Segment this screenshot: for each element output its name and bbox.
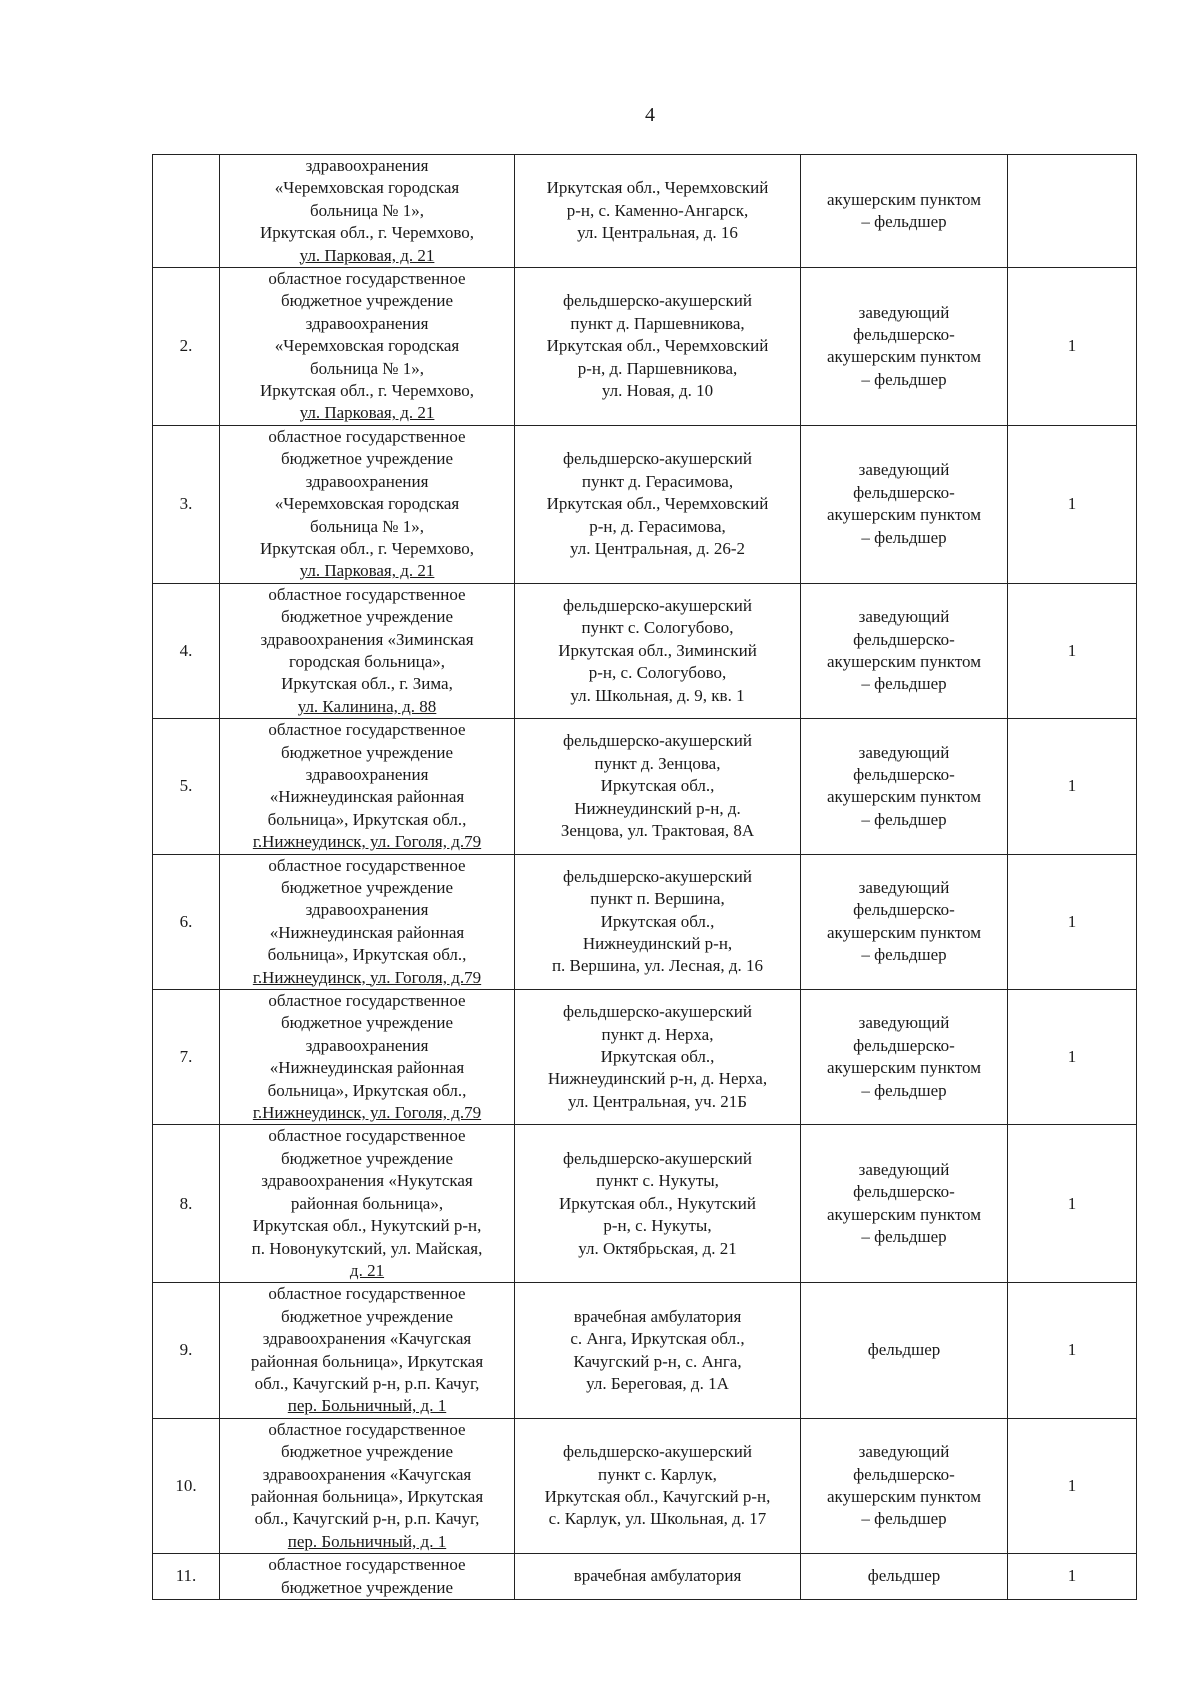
organization-line: областное государственное	[268, 1284, 466, 1304]
row-number: 5.	[153, 719, 220, 854]
quantity-cell: 1	[1008, 1554, 1137, 1600]
organization-cell	[220, 719, 515, 854]
organization-line: здравоохранения	[305, 156, 429, 175]
organization-line: больница № 1»,	[310, 200, 424, 220]
unit-address-cell	[515, 155, 801, 268]
unit-address-text: врачебная амбулатория	[573, 1566, 742, 1586]
unit-address-text: фельдшерско-акушерский пункт с. Нукуты, Иркутская обл., Нукутский р-н, с. Нукуты, ул. Октябрьская, д. 21	[559, 1148, 756, 1258]
position-text: заведующий фельдшерско- акушерским пунктом – фельдшер	[827, 1160, 981, 1247]
position-cell	[801, 425, 1008, 583]
organization-line: Иркутская обл., Нукутский р-н,	[252, 1216, 482, 1236]
row-number: 2.	[153, 268, 220, 426]
organization-cell	[220, 268, 515, 426]
position-cell	[801, 1418, 1008, 1553]
organization-line: пер. Больничный, д. 1	[287, 1396, 447, 1416]
position-text: заведующий фельдшерско- акушерским пунктом – фельдшер	[827, 302, 981, 389]
unit-address-cell	[515, 1418, 801, 1553]
row-number: 7.	[153, 990, 220, 1125]
organization-line: ул. Парковая, д. 21	[299, 403, 435, 423]
quantity-cell: 1	[1008, 425, 1137, 583]
position-text: заведующий фельдшерско- акушерским пунктом – фельдшер	[827, 742, 981, 829]
unit-address-cell	[515, 1283, 801, 1418]
table-row	[153, 583, 1137, 718]
row-number: 3.	[153, 425, 220, 583]
position-text: заведующий фельдшерско- акушерским пунктом – фельдшер	[827, 1442, 981, 1529]
quantity-cell: 1	[1008, 1283, 1137, 1418]
unit-address-text: фельдшерско-акушерский пункт п. Вершина, Иркутская обл., Нижнеудинский р-н, п. Вершина, ул. Лесная, д. 16	[551, 866, 764, 976]
organization-cell	[220, 990, 515, 1125]
organization-line: здравоохранения	[305, 471, 429, 491]
quantity-cell: 1	[1008, 854, 1137, 989]
organization-line: г.Нижнеудинск, ул. Гоголя, д.79	[252, 832, 482, 852]
unit-address-text: фельдшерско-акушерский пункт с. Сологубово, Иркутская обл., Зиминский р-н, с. Сологубово, ул. Школьная, д. 9, кв. 1	[558, 595, 757, 705]
organization-line: больница», Иркутская обл.,	[267, 809, 467, 829]
organization-line: областное государственное	[268, 1419, 466, 1439]
organization-line: Иркутская обл., г. Зима,	[281, 674, 453, 694]
table-row	[153, 155, 1137, 268]
organization-line: городская больница»,	[288, 651, 446, 671]
position-cell	[801, 583, 1008, 718]
position-text: заведующий фельдшерско- акушерским пунктом – фельдшер	[827, 607, 981, 694]
organization-line: «Черемховская городская	[274, 336, 460, 356]
organization-line: областное государственное	[268, 1555, 466, 1575]
organization-line: «Нижнеудинская районная	[269, 1058, 465, 1078]
organization-line: Иркутская обл., г. Черемхово,	[259, 223, 475, 243]
unit-address-text: фельдшерско-акушерский пункт д. Герасимова, Иркутская обл., Черемховский р-н, д. Герасимова, ул. Центральная, д. 26-2	[546, 449, 769, 558]
organization-line: областное государственное	[268, 720, 466, 740]
organization-line: бюджетное учреждение	[280, 742, 453, 762]
quantity-cell: 1	[1008, 1418, 1137, 1553]
organization-line: бюджетное учреждение	[280, 1306, 453, 1326]
organization-line: «Нижнеудинская районная	[269, 922, 465, 942]
organization-cell	[220, 854, 515, 989]
position-text: заведующий фельдшерско- акушерским пунктом – фельдшер	[827, 878, 981, 965]
organization-cell	[220, 1125, 515, 1283]
organization-line: пер. Больничный, д. 1	[287, 1531, 447, 1551]
organization-cell	[220, 1418, 515, 1553]
row-number: 6.	[153, 854, 220, 989]
page-number: 4	[645, 104, 655, 126]
table-row	[153, 1554, 1137, 1600]
unit-address-text: Иркутская обл., Черемховский р-н, с. Каменно-Ангарск, ул. Центральная, д. 16	[546, 178, 769, 243]
organization-line: здравоохранения «Качугская	[262, 1329, 472, 1349]
position-text: акушерским пунктом – фельдшер	[827, 189, 981, 232]
quantity-cell: 1	[1008, 719, 1137, 854]
organization-line: областное государственное	[268, 1126, 466, 1146]
position-cell	[801, 990, 1008, 1125]
position-text: фельдшер	[867, 1566, 941, 1586]
organization-line: бюджетное учреждение	[280, 449, 453, 469]
table-row	[153, 990, 1137, 1125]
row-number: 8.	[153, 1125, 220, 1283]
organization-line: больница № 1»,	[310, 516, 424, 536]
organization-line: районная больница»,	[290, 1193, 444, 1213]
table-row	[153, 268, 1137, 426]
organization-line: областное государственное	[268, 269, 466, 289]
organization-line: п. Новонукутский, ул. Майская,	[251, 1238, 483, 1258]
unit-address-cell	[515, 990, 801, 1125]
organization-line: здравоохранения	[305, 313, 429, 333]
organization-line: бюджетное учреждение	[280, 1148, 453, 1168]
organization-cell	[220, 1554, 515, 1600]
organization-line: г.Нижнеудинск, ул. Гоголя, д.79	[252, 967, 482, 987]
organization-line: бюджетное учреждение	[280, 291, 453, 311]
organization-line: больница», Иркутская обл.,	[267, 945, 467, 965]
organization-cell	[220, 425, 515, 583]
organization-line: «Черемховская городская	[274, 494, 460, 514]
organization-line: больница», Иркутская обл.,	[267, 1080, 467, 1100]
organization-line: ул. Парковая, д. 21	[299, 245, 435, 265]
row-number	[153, 155, 220, 268]
organization-line: районная больница», Иркутская	[250, 1486, 484, 1506]
organization-line: здравоохранения «Зиминская	[260, 629, 474, 649]
quantity-cell: 1	[1008, 268, 1137, 426]
unit-address-text: врачебная амбулатория с. Анга, Иркутская обл., Качугский р-н, с. Анга, ул. Береговая, д. 1А	[570, 1306, 745, 1393]
position-cell	[801, 854, 1008, 989]
organization-cell	[220, 1283, 515, 1418]
unit-address-cell	[515, 854, 801, 989]
table-row	[153, 719, 1137, 854]
row-number: 4.	[153, 583, 220, 718]
position-text: заведующий фельдшерско- акушерским пунктом – фельдшер	[827, 460, 981, 547]
table-row	[153, 425, 1137, 583]
organization-line: областное государственное	[268, 991, 466, 1011]
organization-line: обл., Качугский р-н, р.п. Качуг,	[254, 1373, 480, 1393]
organization-line: бюджетное учреждение	[280, 607, 453, 627]
position-cell	[801, 719, 1008, 854]
organization-line: областное государственное	[268, 584, 466, 604]
organization-line: г.Нижнеудинск, ул. Гоголя, д.79	[252, 1103, 482, 1123]
organization-line: здравоохранения «Качугская	[262, 1464, 472, 1484]
organization-line: здравоохранения	[305, 764, 429, 784]
organization-line: районная больница», Иркутская	[250, 1351, 484, 1371]
organization-line: областное государственное	[268, 855, 466, 875]
table-row	[153, 854, 1137, 989]
position-text: заведующий фельдшерско- акушерским пунктом – фельдшер	[827, 1013, 981, 1100]
table-row	[153, 1418, 1137, 1553]
organization-line: бюджетное учреждение	[280, 1577, 453, 1597]
quantity-cell: 1	[1008, 1125, 1137, 1283]
table-body	[153, 155, 1137, 1600]
organization-line: ул. Калинина, д. 88	[297, 696, 437, 716]
position-cell	[801, 1554, 1008, 1600]
position-cell	[801, 268, 1008, 426]
position-cell	[801, 155, 1008, 268]
organization-line: обл., Качугский р-н, р.п. Качуг,	[254, 1509, 480, 1529]
table-row	[153, 1283, 1137, 1418]
position-cell	[801, 1125, 1008, 1283]
unit-address-text: фельдшерско-акушерский пункт с. Карлук, Иркутская обл., Качугский р-н, с. Карлук, ул. Школьная, д. 17	[544, 1442, 771, 1529]
table-row	[153, 1125, 1137, 1283]
position-cell	[801, 1283, 1008, 1418]
row-number: 11.	[153, 1554, 220, 1600]
organization-cell	[220, 155, 515, 268]
organization-line: областное государственное	[268, 426, 466, 446]
organization-line: здравоохранения	[305, 1035, 429, 1055]
position-text: фельдшер	[867, 1340, 941, 1360]
organization-line: бюджетное учреждение	[280, 878, 453, 897]
quantity-cell: 1	[1008, 583, 1137, 718]
quantity-cell: 1	[1008, 990, 1137, 1125]
organization-line: бюджетное учреждение	[280, 1442, 453, 1462]
organization-line: здравоохранения	[305, 900, 429, 920]
organization-cell	[220, 583, 515, 718]
vacancy-table	[152, 154, 1137, 1600]
organization-line: больница № 1»,	[310, 358, 424, 378]
unit-address-cell	[515, 425, 801, 583]
row-number: 10.	[153, 1418, 220, 1553]
unit-address-cell	[515, 1125, 801, 1283]
unit-address-text: фельдшерско-акушерский пункт д. Зенцова, Иркутская обл., Нижнеудинский р-н, д. Зенцова, ул. Трактовая, 8А	[560, 731, 755, 840]
unit-address-text: фельдшерско-акушерский пункт д. Паршевникова, Иркутская обл., Черемховский р-н, д. Паршевникова, ул. Новая, д. 10	[546, 291, 769, 401]
organization-line: ул. Парковая, д. 21	[299, 561, 435, 581]
unit-address-cell	[515, 583, 801, 718]
organization-line: «Нижнеудинская районная	[269, 787, 465, 807]
organization-line: Иркутская обл., г. Черемхово,	[259, 381, 475, 401]
organization-line: здравоохранения «Нукутская	[261, 1171, 473, 1191]
unit-address-cell	[515, 268, 801, 426]
organization-line: бюджетное учреждение	[280, 1013, 453, 1033]
organization-line: Иркутская обл., г. Черемхово,	[259, 538, 475, 558]
unit-address-cell	[515, 719, 801, 854]
unit-address-cell	[515, 1554, 801, 1600]
organization-line: д. 21	[349, 1260, 385, 1280]
quantity-cell	[1008, 155, 1137, 268]
row-number: 9.	[153, 1283, 220, 1418]
organization-line: «Черемховская городская	[274, 178, 460, 198]
unit-address-text: фельдшерско-акушерский пункт д. Нерха, Иркутская обл., Нижнеудинский р-н, д. Нерха, ул. Центральная, уч. 21Б	[547, 1002, 768, 1111]
